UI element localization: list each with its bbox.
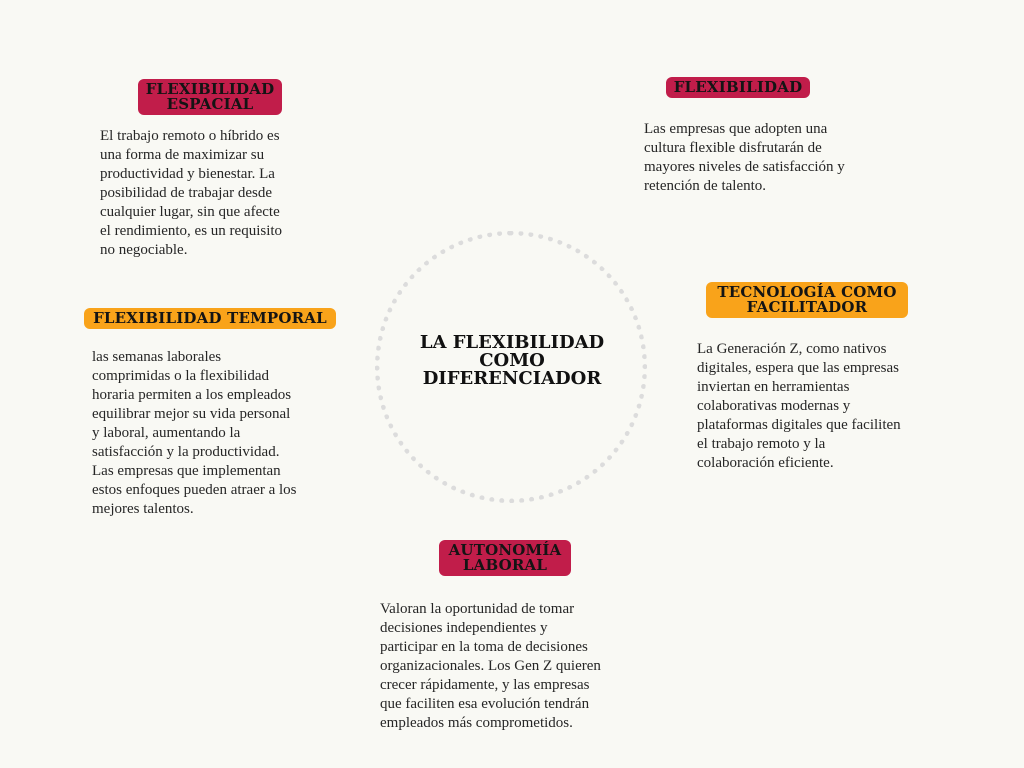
- label-autonomia-laboral: AUTONOMÍA LABORAL: [439, 540, 571, 576]
- label-flexibilidad: FLEXIBILIDAD: [666, 77, 810, 98]
- label-tecnologia-como-facilitador: TECNOLOGÍA COMO FACILITADOR: [706, 282, 908, 318]
- text-flexibilidad-espacial: El trabajo remoto o híbrido es una forma de maximizar su productividad y bienestar. La posibilidad de trabajar desde cualquier lugar, sin que afecte el rendimiento, es un requisito no negociable.: [100, 128, 283, 258]
- text-flexibilidad: Las empresas que adopten una cultura flexible disfrutarán de mayores niveles de satisfacción y retención de talento.: [644, 121, 845, 194]
- label-flexibilidad-espacial: FLEXIBILIDAD ESPACIAL: [138, 79, 282, 115]
- text-autonomia-laboral: Valoran la oportunidad de tomar decisiones independientes y participar en la toma de decisiones organizacionales. Los Gen Z quieren crecer rápidamente, y las empresas que faciliten esa evolución tendrán empleados más comprometidos.: [380, 601, 601, 731]
- label-flexibilidad-temporal: FLEXIBILIDAD TEMPORAL: [84, 308, 336, 329]
- text-tecnologia-como-facilitador: La Generación Z, como nativos digitales, espera que las empresas inviertan en herramientas colaborativas modernas y plataformas digitales que faciliten el trabajo remoto y la colaboración eficiente.: [697, 341, 901, 471]
- text-flexibilidad-temporal: las semanas laborales comprimidas o la flexibilidad horaria permiten a los empleados equilibrar mejor su vida personal y laboral, aumentando la satisfacción y la productividad. Las empresas que implementan estos enfoques pueden atraer a los mejores talentos.: [92, 349, 297, 517]
- center-title: LA FLEXIBILIDAD COMO DIFERENCIADOR: [419, 332, 605, 389]
